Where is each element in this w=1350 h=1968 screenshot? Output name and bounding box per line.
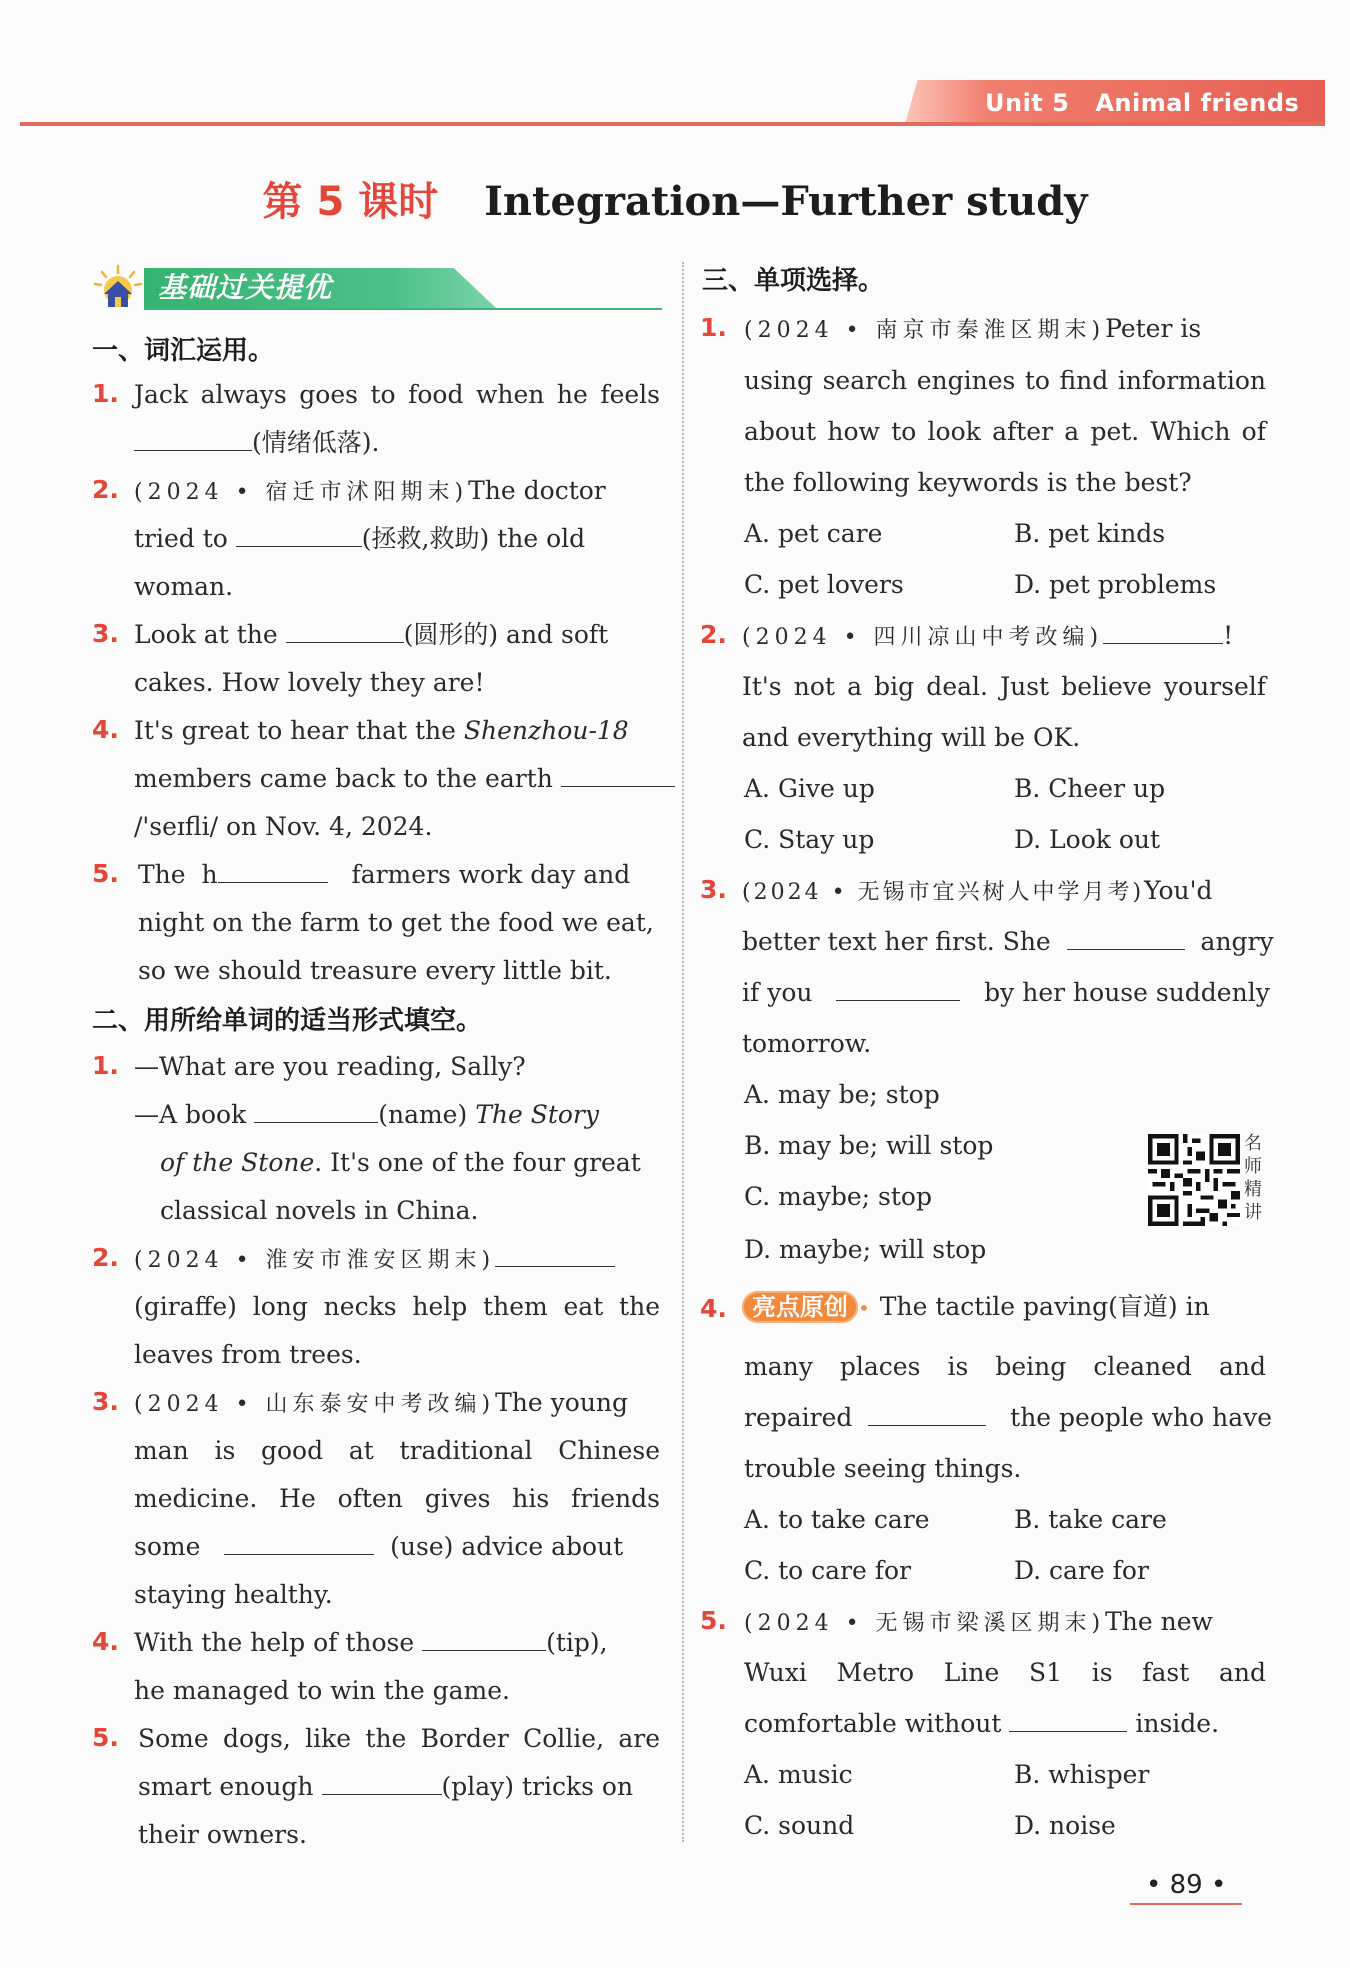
answer-blank[interactable] <box>836 976 960 1001</box>
question-source: (2024 • 宿迁市沭阳期末) <box>134 480 469 505</box>
question-text-tail: The tactile paving(盲道) in <box>879 1292 1210 1321</box>
option-d[interactable]: D. noise <box>1014 1811 1116 1840</box>
question-text <box>134 618 608 652</box>
question-text <box>744 1401 1272 1435</box>
question-number: 1. <box>92 1051 119 1080</box>
question-text: man is good at traditional Chinese <box>134 1436 660 1465</box>
question-hint: (tip), <box>546 1628 608 1657</box>
house-sun-icon <box>92 264 144 310</box>
question-text-tail: The new <box>1105 1607 1213 1636</box>
option-c[interactable]: C. maybe; stop <box>744 1182 932 1211</box>
header-rule <box>20 122 1325 126</box>
question-text: classical novels in China. <box>160 1196 479 1225</box>
question-text: many places is being cleaned and <box>744 1352 1266 1381</box>
question-text-part: members came back to the earth <box>134 764 553 793</box>
question-text <box>744 1605 1213 1641</box>
question-text <box>134 762 675 796</box>
unit-name: Animal friends <box>1095 89 1300 117</box>
option-b[interactable]: B. whisper <box>1014 1760 1150 1789</box>
lesson-number: 第 5 课时 <box>262 179 439 225</box>
question-text: Wuxi Metro Line S1 is fast and <box>744 1658 1266 1687</box>
page-number: • 89 • <box>1146 1870 1227 1900</box>
answer-blank[interactable] <box>422 1626 546 1651</box>
question-text: about how to look after a pet. Which of <box>744 417 1266 446</box>
question-text-part: by her house suddenly <box>984 978 1270 1007</box>
question-hint: (use) advice about <box>390 1532 624 1561</box>
option-c[interactable]: C. to care for <box>744 1556 912 1585</box>
question-text-part: —A book <box>134 1100 247 1129</box>
answer-blank[interactable] <box>134 426 252 451</box>
question-text-part: some <box>134 1532 201 1561</box>
section-title-vocabulary: 一、词汇运用。 <box>92 336 275 366</box>
banner-underline <box>144 308 662 310</box>
option-d[interactable]: D. care for <box>1014 1556 1149 1585</box>
book-title: The Story <box>475 1100 600 1129</box>
first-letter-hint: h <box>201 860 218 889</box>
qr-code-icon[interactable] <box>1148 1134 1240 1226</box>
question-number: 4. <box>92 1627 119 1656</box>
page-title <box>0 170 1350 227</box>
question-text: woman. <box>134 572 234 601</box>
question-text: and everything will be OK. <box>742 723 1081 752</box>
question-text-part: Look at the <box>134 620 278 649</box>
option-a[interactable]: A. pet care <box>744 519 883 548</box>
question-text: Jack always goes to food when he feels <box>134 380 660 409</box>
question-text: so we should treasure every little bit. <box>138 956 612 985</box>
option-b[interactable]: B. may be; will stop <box>744 1131 994 1160</box>
option-a[interactable]: A. to take care <box>744 1505 930 1534</box>
question-text: —What are you reading, Sally? <box>134 1052 526 1081</box>
question-number: 2. <box>700 620 727 649</box>
question-number: 5. <box>92 1723 119 1752</box>
spacecraft-name: Shenzhou-18 <box>463 716 629 745</box>
question-text-part: With the help of those <box>134 1628 415 1657</box>
question-text: cakes. How lovely they are! <box>134 668 485 697</box>
answer-blank[interactable] <box>254 1098 378 1123</box>
question-text-tail: The doctor <box>468 476 606 505</box>
answer-blank[interactable] <box>224 1530 374 1555</box>
question-text-part: farmers work day and <box>351 860 631 889</box>
option-a[interactable]: A. Give up <box>744 774 875 803</box>
option-d[interactable]: D. maybe; will stop <box>744 1235 987 1264</box>
question-text: using search engines to find information <box>744 366 1266 395</box>
question-hint: (情绪低落). <box>252 428 380 457</box>
column-divider <box>682 262 684 1842</box>
answer-blank[interactable] <box>218 858 328 883</box>
answer-blank[interactable] <box>1067 925 1185 950</box>
original-badge: 亮点原创 <box>742 1291 858 1323</box>
question-text-tail: ! <box>1223 621 1234 650</box>
question-text <box>134 1626 608 1660</box>
lesson-title: Integration—Further study <box>484 178 1088 225</box>
question-text <box>742 874 1212 910</box>
question-number: 4. <box>700 1294 727 1323</box>
page-number-rule <box>1130 1903 1242 1905</box>
question-number: 3. <box>92 1387 119 1416</box>
question-text-tail: You'd <box>1144 876 1213 905</box>
question-number: 4. <box>92 715 119 744</box>
answer-blank[interactable] <box>495 1242 615 1267</box>
qr-label: 名师精讲 <box>1244 1133 1262 1223</box>
question-text <box>134 474 606 510</box>
question-text-part: smart enough <box>138 1772 314 1801</box>
question-text-part: tried to <box>134 524 228 553</box>
question-text-part: inside. <box>1135 1709 1220 1738</box>
question-hint: (拯救,救助) the old <box>361 524 586 553</box>
question-text <box>134 426 379 460</box>
question-text: tomorrow. <box>742 1029 872 1058</box>
answer-blank[interactable] <box>286 618 404 643</box>
question-hint: (play) tricks on <box>441 1772 634 1801</box>
question-text-part: It's great to hear that the <box>134 716 456 745</box>
question-text <box>160 1146 641 1180</box>
question-text <box>744 312 1201 348</box>
question-text: Some dogs, like the Border Collie, are <box>138 1724 660 1753</box>
question-number: 1. <box>92 379 119 408</box>
answer-blank[interactable] <box>322 1770 442 1795</box>
question-number: 3. <box>92 619 119 648</box>
unit-number: Unit 5 <box>985 89 1070 117</box>
question-text-part: . It's one of the four great <box>314 1148 641 1177</box>
question-text <box>134 1530 623 1564</box>
question-text-part: better text her first. She <box>742 927 1051 956</box>
answer-blank[interactable] <box>561 762 675 787</box>
badge-dot-icon: • <box>858 1296 870 1320</box>
question-text <box>134 522 585 556</box>
question-hint: /'seɪfli/ on Nov. 4, 2024. <box>134 812 433 841</box>
question-text: the following keywords is the best? <box>744 468 1192 497</box>
question-text: It's not a big deal. Just believe yourself <box>742 672 1266 701</box>
question-text-part: The <box>138 860 186 889</box>
option-b[interactable]: B. pet kinds <box>1014 519 1166 548</box>
option-a[interactable]: A. may be; stop <box>744 1080 940 1109</box>
section-title-word-forms: 二、用所给单词的适当形式填空。 <box>92 1006 483 1036</box>
question-text: he managed to win the game. <box>134 1676 510 1705</box>
question-number: 5. <box>92 859 119 888</box>
question-text-part: repaired <box>744 1403 853 1432</box>
question-source: (2024 • 南京市秦淮区期末) <box>744 318 1106 343</box>
question-text: their owners. <box>138 1820 307 1849</box>
answer-blank[interactable] <box>1103 619 1223 644</box>
question-text-part: comfortable without <box>744 1709 1002 1738</box>
question-text-tail: Peter is <box>1105 314 1202 343</box>
question-text: leaves from trees. <box>134 1340 362 1369</box>
question-number: 2. <box>92 1243 119 1272</box>
question-hint: (圆形的) and soft <box>403 620 609 649</box>
question-number: 1. <box>700 313 727 342</box>
question-text <box>134 1242 615 1278</box>
question-text <box>742 925 1274 959</box>
section-banner <box>92 262 662 312</box>
question-hint: (name) <box>378 1100 468 1129</box>
question-source: (2024 • 山东泰安中考改编) <box>134 1392 496 1417</box>
answer-blank[interactable] <box>868 1401 986 1426</box>
option-d[interactable]: D. Look out <box>1014 825 1161 854</box>
book-title: of the Stone <box>160 1148 315 1177</box>
option-d[interactable]: D. pet problems <box>1014 570 1217 599</box>
question-text <box>742 976 1270 1010</box>
question-text <box>134 1386 628 1422</box>
question-text-part: the people who have <box>1010 1403 1273 1432</box>
question-text <box>138 858 630 892</box>
question-source: (2024 • 淮安市淮安区期末) <box>134 1248 496 1273</box>
question-text <box>134 714 629 748</box>
question-text: staying healthy. <box>134 1580 333 1609</box>
option-b[interactable]: B. take care <box>1014 1505 1167 1534</box>
answer-blank[interactable] <box>236 522 362 547</box>
question-text-tail: The young <box>495 1388 629 1417</box>
question-number: 2. <box>92 475 119 504</box>
question-text: night on the farm to get the food we eat, <box>138 908 654 937</box>
option-a[interactable]: A. music <box>744 1760 853 1789</box>
answer-blank[interactable] <box>1009 1707 1127 1732</box>
question-text-part: angry <box>1200 927 1274 956</box>
question-number: 5. <box>700 1606 727 1635</box>
question-text <box>134 1098 599 1132</box>
question-text <box>742 619 1233 655</box>
unit-label <box>985 86 1299 120</box>
question-text-part: if you <box>742 978 813 1007</box>
question-number: 3. <box>700 875 727 904</box>
option-b[interactable]: B. Cheer up <box>1014 774 1166 803</box>
option-c[interactable]: C. Stay up <box>744 825 875 854</box>
question-text: medicine. He often gives his friends <box>134 1484 660 1513</box>
option-c[interactable]: C. sound <box>744 1811 855 1840</box>
question-source: (2024 • 无锡市宜兴树人中学月考) <box>742 880 1145 905</box>
question-text <box>742 1290 1210 1325</box>
question-text: trouble seeing things. <box>744 1454 1022 1483</box>
question-source: (2024 • 四川凉山中考改编) <box>742 625 1104 650</box>
banner-label: 基础过关提优 <box>158 271 333 304</box>
option-c[interactable]: C. pet lovers <box>744 570 904 599</box>
question-source: (2024 • 无锡市梁溪区期末) <box>744 1611 1106 1636</box>
question-text <box>744 1707 1219 1741</box>
section-title-multiple-choice: 三、单项选择。 <box>702 266 885 296</box>
question-text: (giraffe) long necks help them eat the <box>134 1292 660 1321</box>
question-text <box>138 1770 633 1804</box>
